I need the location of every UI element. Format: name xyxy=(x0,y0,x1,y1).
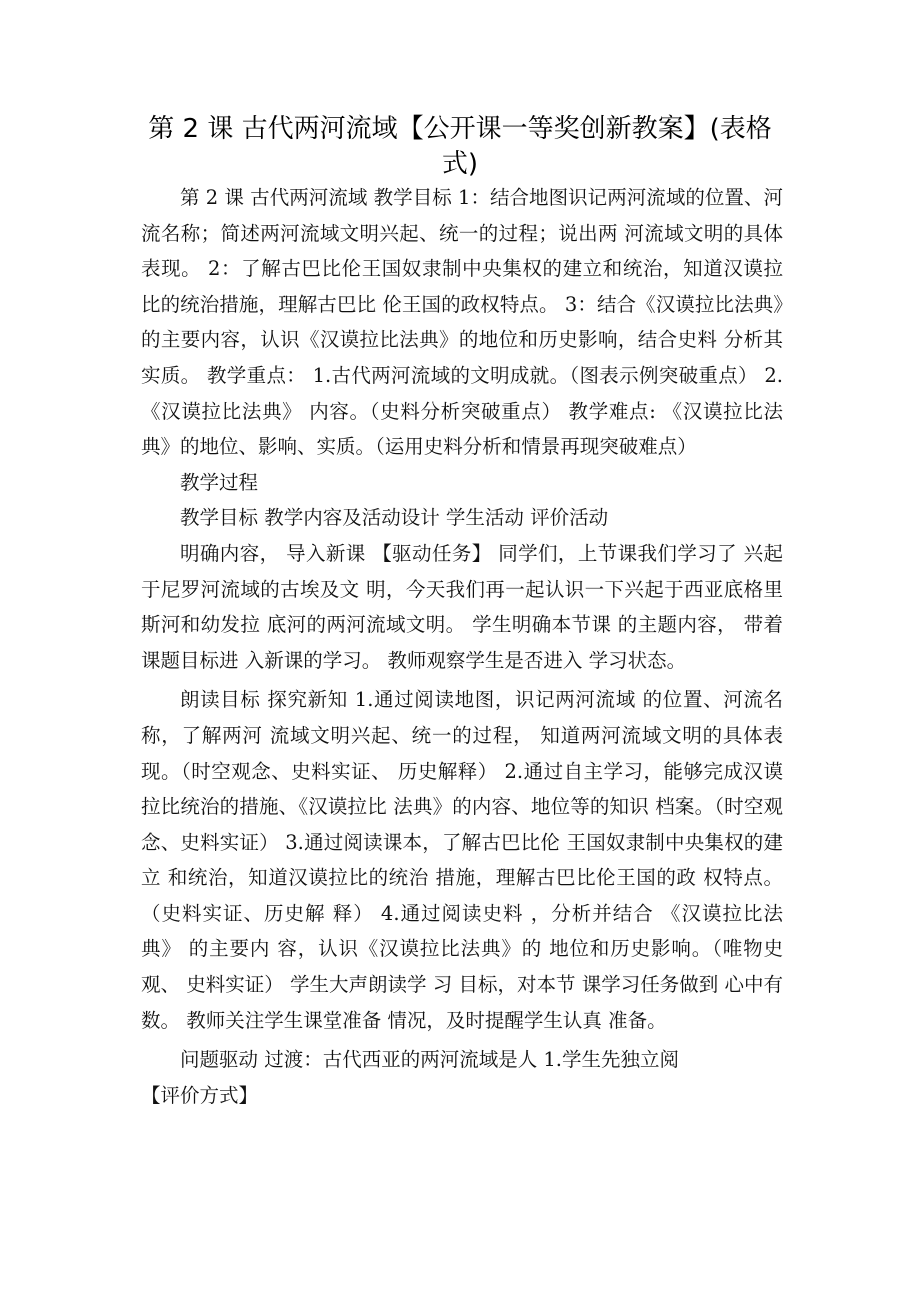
document-title: 第 2 课 古代两河流域【公开课一等奖创新教案】(表格式) xyxy=(148,114,772,179)
paragraph-question-driven: 问题驱动 过渡：古代西亚的两河流域是人 1.学生先独立阅 xyxy=(180,1048,680,1072)
paragraph-table-header: 教学目标 教学内容及活动设计 学生活动 评价活动 xyxy=(180,506,609,530)
document-body xyxy=(141,180,783,1113)
paragraph-teaching-process-heading: 教学过程 xyxy=(180,470,259,494)
paragraph-teaching-goals: 第 2 课 古代两河流域 教学目标 1：结合地图识记两河流域的位置、河流名称；简述两河流域文明兴起、统一的过程；说出两 河流域文明的具体表现。 2：了解古巴比伦王国奴隶制中央集权的建立和统治，知道汉谟拉比的统治措施，理解古巴比 伦王国的政权特点。 3：结合《汉谟拉比法典》的主要内容，认识《汉谟拉比法典》的地位和历史影响，结合史料 分析其实质。 教学重点： 1.古代两河流域的文明成就。（图表示例突破重点） 2.《汉谟拉比法典》 内容。（史料分析突破重点） 教学难点: 《汉谟拉比法典》的地位、影响、实质。（运用史料分析和情景再现突破难点） xyxy=(141,186,783,459)
paragraph-reading-goals: 朗读目标 探究新知 1.通过阅读地图，识记两河流域 的位置、河流名称，了解两河 流域文明兴起、统一的过程， 知道两河流域文明的具体表 现。（时空观念、史料实证、 历史解释） 2.通过自主学习，能够完成汉谟 拉比统治的措施、《汉谟拉比 法典》的内容、地位等的知识 档案。（时空观念、史料实证） 3.通过阅读课本，了解古巴比伦 王国奴隶制中央集权的建立 和统治，知道汉谟拉比的统治 措施，理解古巴比伦王国的政 权特点。（史料实证、历史解 释） 4.通过阅读史料 ，分析并结合 《汉谟拉比法典》 的主要内 容，认识《汉谟拉比法典》的 地位和历史影响。（唯物史观、 史料实证） 学生大声朗读学 习 目标，对本节 课学习任务做到 心中有数。 教师关注学生课堂准备 情况，及时提醒学生认真 准备。 xyxy=(141,688,783,1032)
paragraph-introduction: 明确内容， 导入新课 【驱动任务】 同学们，上节课我们学习了 兴起于尼罗河流域的古埃及文 明，今天我们再一起认识一下兴起于西亚底格里斯河和幼发拉 底河的两河流域文明。 学生明确本节课 的主题内容， 带着课题目标进 入新课的学习。 教师观察学生是否进入 学习状态。 xyxy=(141,541,783,672)
paragraph-evaluation-method: 【评价方式】 xyxy=(141,1083,259,1107)
